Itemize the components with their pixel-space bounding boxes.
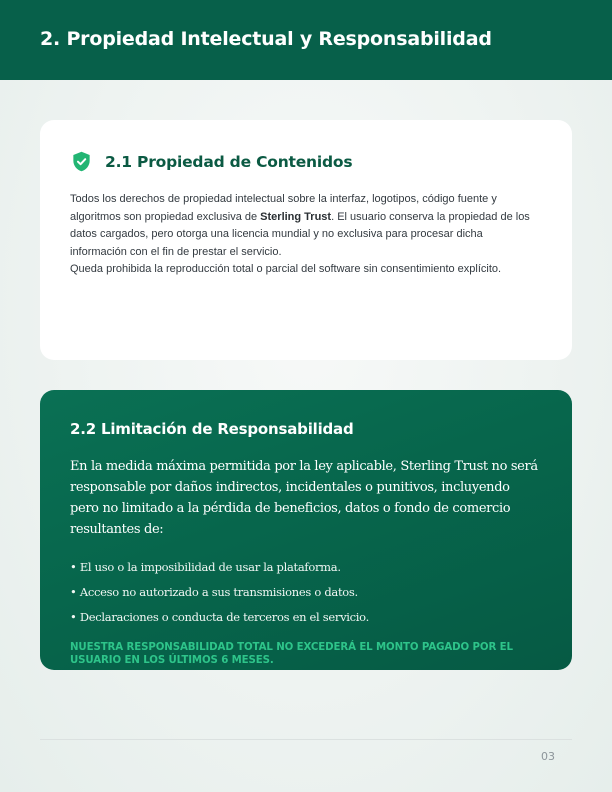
list-item: • Declaraciones o conducta de terceros en el servicio.	[70, 610, 369, 624]
paragraph-text: . El usuario conserva la propiedad de los datos cargados, pero otorga una licencia mundial y no exclusiva para procesar dicha información con el fin de prestar el servicio.	[70, 210, 530, 258]
ownership-paragraph	[70, 191, 542, 261]
section-title: 2.2 Limitación de Responsabilidad	[70, 420, 354, 438]
prohibition-paragraph: Queda prohibida la reproducción total o parcial del software sin consentimiento explícito.	[70, 263, 502, 275]
company-name: Sterling Trust	[260, 210, 332, 223]
paragraph-text: Todos los derechos de propiedad intelectual sobre la interfaz, logotipos, código fuente y algoritmos son propiedad exclusiva de	[70, 193, 497, 223]
liability-cap-notice: NUESTRA RESPONSABILIDAD TOTAL NO EXCEDERÁ EL MONTO PAGADO POR EL USUARIO EN LOS ÚLTIMOS 6 MESES.	[70, 642, 513, 666]
liability-intro: En la medida máxima permitida por la ley aplicable, Sterling Trust no será responsable por daños indirectos, incidentales o punitivos, incluyendo pero no limitado a la pérdida de beneficios, datos o fondo de comercio resultantes de:	[70, 459, 538, 537]
section-body	[70, 191, 542, 279]
list-item: • Acceso no autorizado a sus transmisiones o datos.	[70, 585, 358, 599]
section-title: 2.1 Propiedad de Contenidos	[105, 152, 353, 171]
shield-check-icon	[70, 150, 93, 173]
page-title: 2. Propiedad Intelectual y Responsabilidad	[40, 27, 492, 50]
list-item: • El uso o la imposibilidad de usar la plataforma.	[70, 560, 341, 574]
liability-list	[70, 555, 542, 630]
page-number: 03	[541, 750, 555, 763]
intellectual-property-card	[40, 120, 572, 360]
footer-divider	[40, 739, 572, 740]
liability-card	[40, 390, 572, 670]
page-header	[0, 0, 612, 80]
section-heading-row	[70, 150, 542, 173]
